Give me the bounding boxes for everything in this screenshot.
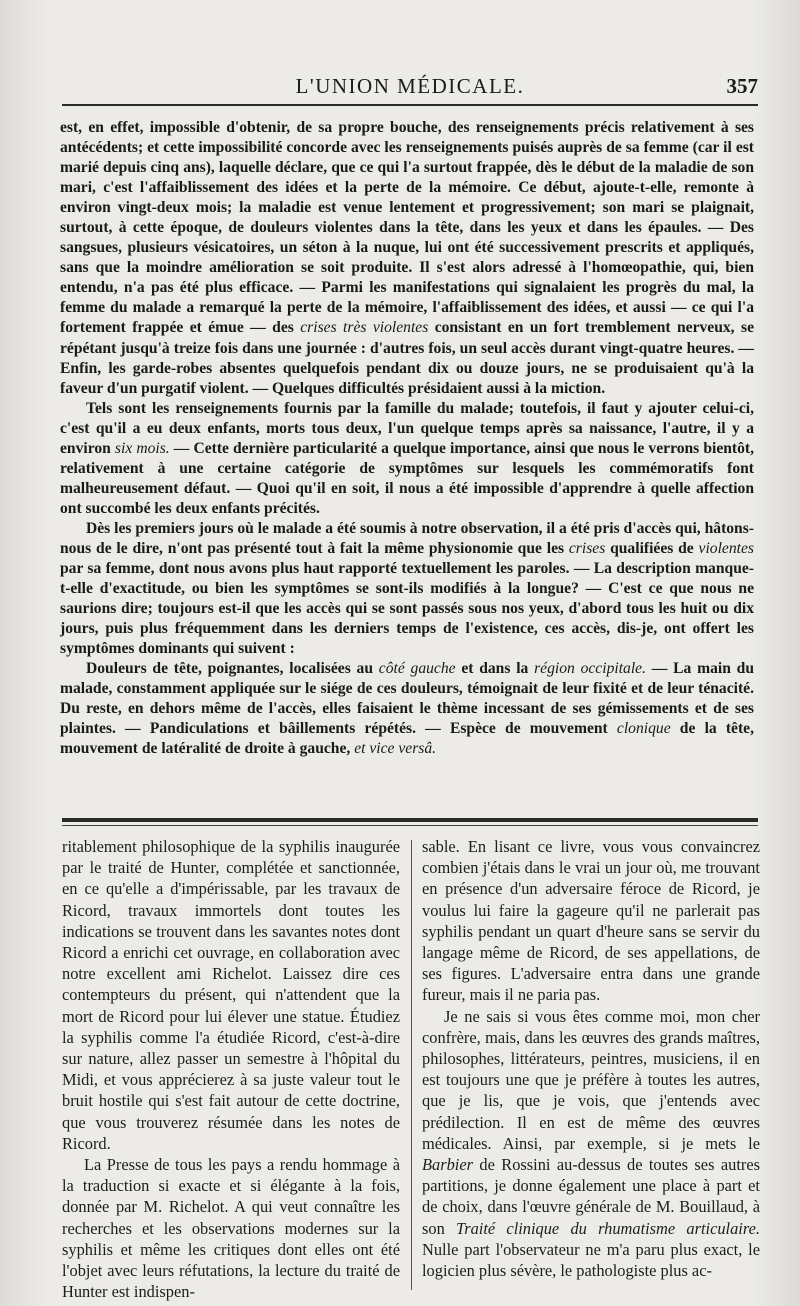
header-rule bbox=[62, 104, 758, 106]
article-body bbox=[60, 118, 754, 760]
feuilleton-paragraph: La Presse de tous les pays a rendu hommage à la traduction si exacte et si élégante à la fois, donnée par M. Richelot. A qui veut connaître les recherches et les observations modernes sur la syphilis et même les critiques dont elles ont été l'objet avec leurs réfutations, la lecture du traité de Hunter est indispen- bbox=[62, 1155, 400, 1302]
journal-title: L'UNION MÉDICALE. bbox=[295, 74, 525, 98]
feuilleton-paragraph: Je ne sais si vous êtes comme moi, mon cher confrère, mais, dans les œuvres des grands maîtres, philosophes, littérateurs, peintres, musiciens, il en est toujours une que je préfère à toutes les autres, que je lis, que je vois, que j'entends avec prédilection. Il en est de même des œuvres médicales. Ainsi, par exemple, si je mets le Barbier de Rossini au-dessus de toutes ses autres partitions, je donne également une place à part et de choix, dans l'œuvre générale de M. Bouillaud, à son Traité clinique du rhumatisme articulaire. Nulle part l'observateur ne m'a paru plus exact, le logicien plus sévère, le pathologiste plus ac- bbox=[422, 1006, 760, 1281]
feuilleton-paragraph: sable. En lisant ce livre, vous vous convaincrez combien j'étais dans le vrai un jour où, me trouvant en présence d'un adversaire féroce de Ricord, je voulus lui faire la gageure qu'il ne parlerait pas syphilis pendant un quart d'heure sans se servir du langage même de Ricord, de ses appellations, de ses figures. L'adversaire entra dans une grande fureur, mais il ne paria pas. bbox=[422, 837, 760, 1005]
article-paragraph: est, en effet, impossible d'obtenir, de sa propre bouche, des renseignements précis relativement à ses antécédents; et cette impossibilité concorde avec les renseignements puisés auprès de sa femme (car il est marié depuis cinq ans), laquelle déclare, que ce qui l'a surtout frappée, dès le début de la maladie de son mari, c'est l'affaiblissement des idées et la perte de la mémoire. Ce début, ajoute-t-elle, remonte à environ vingt-deux mois; la maladie est venue lentement et progressivement; son mari se plaignait, surtout, à cette époque, de douleurs violentes dans la tête, dans les yeux et dans les épaules. — Des sangsues, plusieurs vésicatoires, un séton à la nuque, lui ont été successivement prescrits et appliqués, sans que la moindre amélioration se soit produite. Il s'est alors adressé à l'homœopathie, qui, bien entendu, n'a pas été plus efficace. — Parmi les manifestations qui signalaient les progrès du mal, la femme du malade a remarqué la perte de la mémoire, l'affaiblissement des idées, et aussi — ce qui l'a fortement frappée et émue — des crises très violentes consistant en un fort tremblement nerveux, se répétant jusqu'à treize fois dans une journée : d'autres fois, un seul accès durant vingt-quatre heures. — Enfin, les garde-robes absentes quelquefois pendant dix ou douze jours, ne se produisaient qu'à la faveur d'un purgatif violent. — Quelques difficultés présidaient aussi à la miction. bbox=[60, 119, 754, 397]
feuilleton-columns bbox=[62, 836, 762, 1302]
article-paragraph: Douleurs de tête, poignantes, localisées au côté gauche et dans la région occipitale. — La main du malade, constamment appliquée sur le siége de ces douleurs, témoignait de leur fixité et de leur ténacité. Du reste, en dehors même de l'accès, elles faisaient le thème incessant de ses gémissements et de ses plaintes. — Pandiculations et bâillements répétés. — Espèce de mouvement clonique de la tête, mouvement de latéralité de droite à gauche, et vice versâ. bbox=[60, 660, 754, 758]
page-number: 357 bbox=[726, 74, 758, 98]
article-paragraph: Tels sont les renseignements fournis par la famille du malade; toutefois, il faut y ajouter celui-ci, c'est qu'il a eu deux enfants, morts tous deux, l'un quelque temps après sa naissance, l'autre, il y a environ six mois. — Cette dernière particularité a quelque importance, ainsi que nous le verrons bientôt, relativement à une certaine catégorie de symptômes sur lesquels les commémoratifs font malheureusement défaut. — Quoi qu'il en soit, il nous a été impossible d'apprendre à quelle affection ont succombé les deux enfants précités. bbox=[60, 399, 755, 517]
column-divider bbox=[411, 840, 412, 1290]
feuilleton-paragraph: ritablement philosophique de la syphilis inaugurée par le traité de Hunter, complétée et sanctionnée, en ce qu'elle a d'impérissable, par les travaux de Ricord, travaux immortels dont toutes les indications se trouvent dans les savantes notes dont Ricord a enrichi cet ouvrage, en collaboration avec notre excellent ami Richelot. Laissez dire ces contempteurs du présent, qui n'attendent que la mort de Ricord pour lui élever une statue. Étudiez la syphilis comme l'a étudiée Ricord, c'est-à-dire sur nature, allez passer un semestre à l'hôpital du Midi, et vous apprécierez à sa juste valeur tout le bruit hostile qui s'est fait autour de cette doctrine, que vous trouverez résumée dans les notes de Ricord. bbox=[62, 837, 400, 1153]
feuilleton-right-column bbox=[422, 836, 760, 1281]
feuilleton-separator-thin bbox=[62, 825, 758, 826]
feuilleton-separator-thick bbox=[62, 818, 758, 822]
feuilleton-left-column bbox=[62, 836, 400, 1302]
article-paragraph: Dès les premiers jours où le malade a été soumis à notre observation, il a été pris d'accès qui, hâtons-nous de le dire, n'ont pas présenté tout à fait la même physionomie que les crises qualifiées de violentes par sa femme, dont nous avons plus haut rapporté textuellement les paroles. — La description manque-t-elle d'exactitude, ou bien les symptômes se sont-ils modifiés à la longue? — C'est ce que nous ne saurions dire; toujours est-il que les accès qui se sont passés sous nos yeux, d'abord tous les huit ou dix jours, puis plus fréquemment dans les derniers temps de l'existence, ces accès, dis-je, ont offert les symptômes dominants qui suivent : bbox=[60, 519, 754, 658]
running-header bbox=[60, 70, 760, 104]
